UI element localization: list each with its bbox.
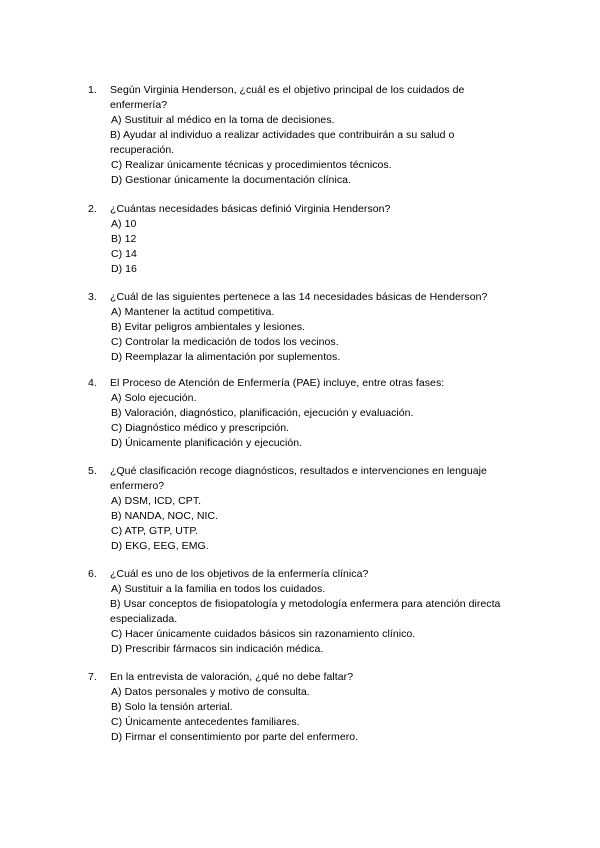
question-4 xyxy=(88,376,528,451)
question-5 xyxy=(88,464,528,554)
question-text: ¿Cuántas necesidades básicas definió Virginia Henderson? xyxy=(110,203,391,215)
option-b: B) Evitar peligros ambientales y lesiones. xyxy=(111,321,306,333)
option-list xyxy=(88,494,528,554)
option-a: A) Solo ejecución. xyxy=(111,392,197,404)
question-3 xyxy=(88,290,528,365)
option-d: D) EKG, EEG, EMG. xyxy=(111,540,209,552)
option-a: A) Sustituir al médico en la toma de decisiones. xyxy=(111,114,335,126)
option-d: D) Gestionar únicamente la documentación clínica. xyxy=(111,174,351,186)
option-d: D) Firmar el consentimiento por parte del enfermero. xyxy=(111,731,359,743)
option-b: B) Ayudar al individuo a realizar actividades que contribuirán a su salud o recuperación. xyxy=(110,129,455,156)
question-number: 6. xyxy=(88,568,97,580)
option-c: C) Diagnóstico médico y prescripción. xyxy=(111,422,290,434)
option-b: B) Valoración, diagnóstico, planificación, ejecución y evaluación. xyxy=(111,407,414,419)
question-6 xyxy=(88,567,528,657)
option-b: B) Usar conceptos de fisiopatología y metodología enfermera para atención directa especializada. xyxy=(110,598,501,625)
option-c: C) Hacer únicamente cuidados básicos sin razonamiento clínico. xyxy=(111,628,416,640)
option-list xyxy=(88,582,528,657)
option-list xyxy=(88,391,528,451)
option-d: D) 16 xyxy=(111,263,137,275)
option-c: C) Realizar únicamente técnicas y procedimientos técnicos. xyxy=(111,159,392,171)
option-d: D) Únicamente planificación y ejecución. xyxy=(111,437,303,449)
question-number: 3. xyxy=(88,291,97,303)
question-2 xyxy=(88,202,528,277)
question-1 xyxy=(88,83,528,188)
option-c: C) Únicamente antecedentes familiares. xyxy=(111,716,300,728)
option-list xyxy=(88,685,528,745)
option-list xyxy=(88,113,528,188)
question-number: 2. xyxy=(88,203,97,215)
question-number: 7. xyxy=(88,671,97,683)
question-7 xyxy=(88,670,528,745)
question-number: 5. xyxy=(88,465,97,477)
question-text: En la entrevista de valoración, ¿qué no debe faltar? xyxy=(110,671,354,683)
option-list xyxy=(88,305,528,365)
question-text: ¿Cuál de las siguientes pertenece a las 14 necesidades básicas de Henderson? xyxy=(110,291,488,303)
question-number: 1. xyxy=(88,84,97,96)
question-text: El Proceso de Atención de Enfermería (PAE) incluye, entre otras fases: xyxy=(110,377,445,389)
option-c: C) Controlar la medicación de todos los vecinos. xyxy=(111,336,339,348)
option-a: A) 10 xyxy=(111,218,137,230)
option-c: C) 14 xyxy=(111,248,137,260)
question-text: ¿Cuál es uno de los objetivos de la enfermería clínica? xyxy=(110,568,369,580)
option-a: A) Mantener la actitud competitiva. xyxy=(111,306,275,318)
question-number: 4. xyxy=(88,377,97,389)
option-list xyxy=(88,217,528,277)
option-b: B) NANDA, NOC, NIC. xyxy=(111,510,219,522)
question-text: ¿Qué clasificación recoge diagnósticos, resultados e intervenciones en lenguaje enfermero? xyxy=(110,465,487,492)
option-d: D) Reemplazar la alimentación por suplementos. xyxy=(111,351,341,363)
question-text: Según Virginia Henderson, ¿cuál es el objetivo principal de los cuidados de enfermería? xyxy=(110,84,465,111)
option-a: A) Datos personales y motivo de consulta. xyxy=(111,686,310,698)
option-a: A) DSM, ICD, CPT. xyxy=(111,495,202,507)
option-c: C) ATP, GTP, UTP. xyxy=(111,525,199,537)
option-b: B) 12 xyxy=(111,233,137,245)
option-a: A) Sustituir a la familia en todos los cuidados. xyxy=(111,583,326,595)
option-d: D) Prescribir fármacos sin indicación médica. xyxy=(111,643,324,655)
option-b: B) Solo la tensión arterial. xyxy=(111,701,233,713)
